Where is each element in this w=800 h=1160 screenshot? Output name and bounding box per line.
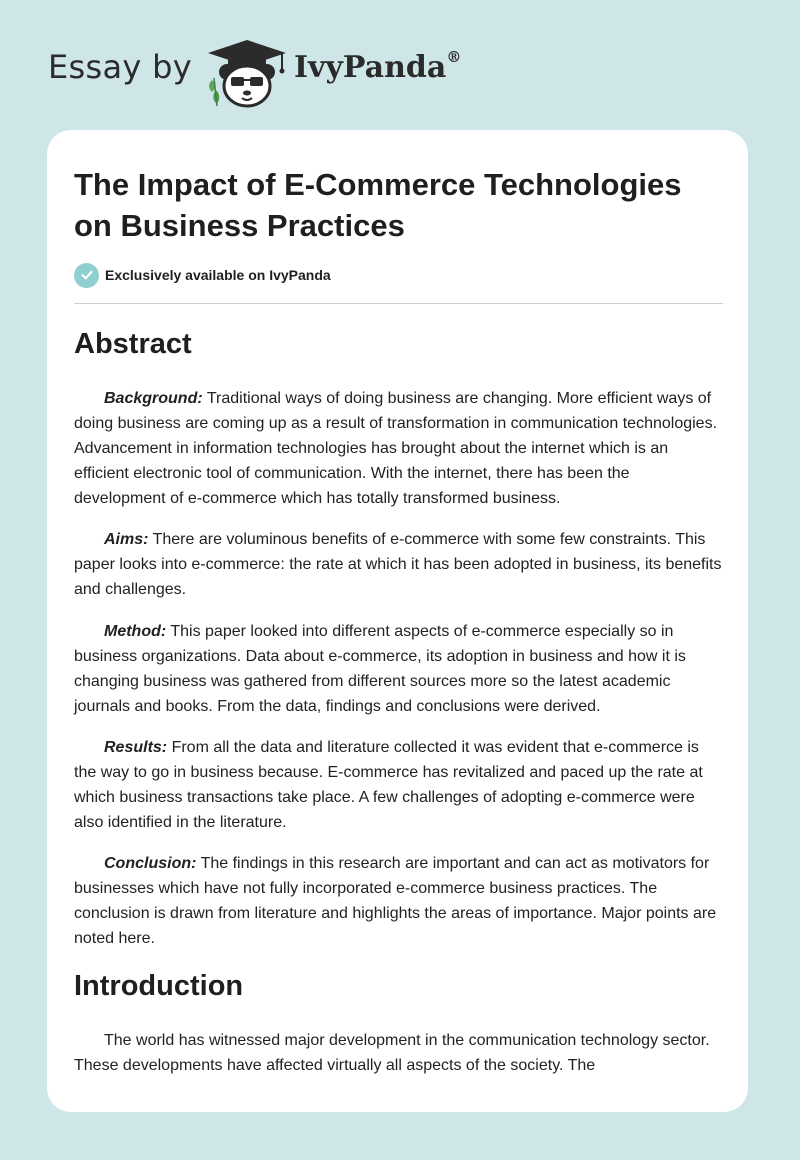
- abstract-method-paragraph: Method: This paper looked into different aspects of e-commerce especially so in business organizations. Data about e-commerce, its adoption in business and how it is changing business was gathered from different sources more so the latest academic journals and books. From the data, findings and conclusions were derived.: [74, 623, 686, 715]
- divider: [74, 303, 723, 304]
- abstract-conclusion-paragraph: Conclusion: The findings in this research are important and can act as motivators for businesses which have not fully incorporated e-commerce business practices. The conclusion is drawn from literature and highlights the areas of importance. Major points are noted here.: [74, 855, 717, 947]
- page-title: The Impact of E-Commerce Technologies on Business Practices: [74, 167, 682, 243]
- site-header: [48, 36, 508, 108]
- exclusive-badge: [74, 262, 331, 288]
- exclusive-label: Exclusively available on IvyPanda: [105, 267, 331, 283]
- panda-graduate-logo-icon[interactable]: [202, 36, 292, 108]
- introduction-paragraph: The world has witnessed major development in the communication technology sector. These developments have affected virtually all aspects of the society. The: [74, 1032, 710, 1074]
- abstract-background-paragraph: Background: Traditional ways of doing business are changing. More efficient ways of doing business are coming up as a result of transformation in communication technologies. Advancement in information technologies has brought about the internet which is an efficient electronic tool of communication. With the internet, there has been the development of e-commerce which has totally transformed business.: [74, 390, 718, 507]
- brand-name: IvyPanda®: [294, 48, 462, 85]
- essay-card: [47, 130, 748, 1112]
- section-heading-abstract: Abstract: [74, 328, 192, 360]
- brand-prefix: Essay by: [48, 48, 192, 86]
- abstract-aims-paragraph: Aims: There are voluminous benefits of e-commerce with some few constraints. This paper looks into e-commerce: the rate at which it has been adopted in business, its benefits and challenges.: [74, 531, 722, 598]
- checkmark-icon: [74, 263, 99, 288]
- abstract-results-paragraph: Results: From all the data and literature collected it was evident that e-commerce is the way to go in business because. E-commerce has revitalized and paced up the rate at which business transactions take place. A few challenges of adopting e-commerce were also identified in the literature.: [74, 739, 703, 831]
- section-heading-introduction: Introduction: [74, 970, 244, 1002]
